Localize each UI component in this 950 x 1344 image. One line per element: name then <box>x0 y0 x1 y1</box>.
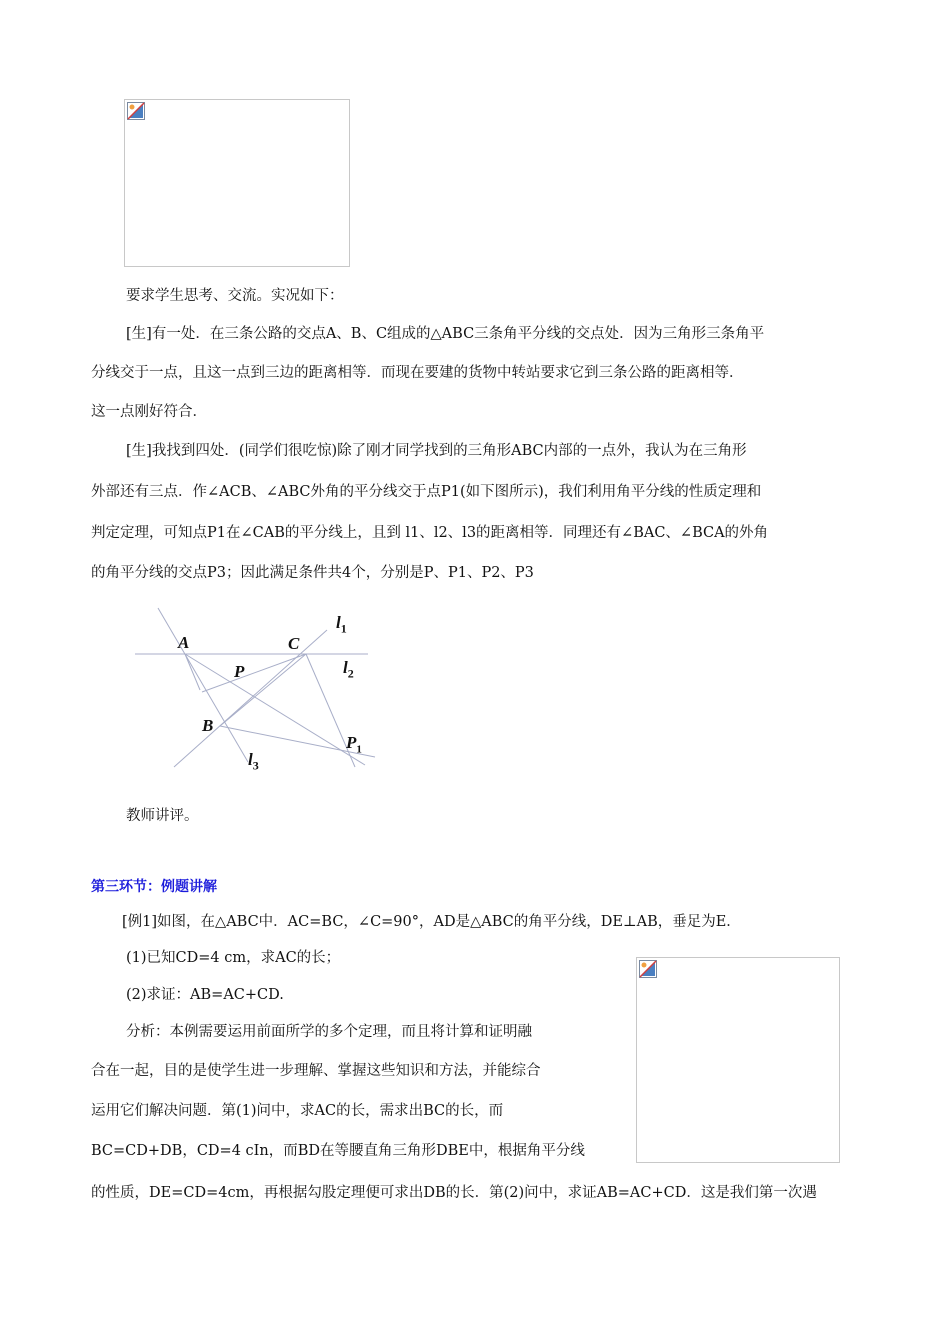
section-heading: 第三环节：例题讲解 <box>91 879 217 895</box>
line-a-to-p1 <box>185 654 365 765</box>
question-2: (2)求证：AB=AC+CD. <box>126 987 284 1003</box>
analysis-line-3: 运用它们解决问题．第(1)问中，求AC的长，需求出BC的长，而 <box>91 1103 504 1119</box>
broken-image-icon <box>127 102 145 120</box>
label-l2: $l_2$ <box>343 658 354 681</box>
image-placeholder-top <box>124 99 350 267</box>
label-C: C <box>288 634 300 653</box>
label-A: A <box>178 633 190 652</box>
paragraph-2-line-1: [生]有一处．在三条公路的交点A、B、C组成的△ABC三条角平分线的交点处．因为三角形三条角平 <box>126 326 765 342</box>
paragraph-2-line-2: 分线交于一点，且这一点到三边的距离相等．而现在要建的货物中转站要求它到三条公路的距离相等． <box>91 365 744 381</box>
paragraph-3-line-1: [生]我找到四处．(同学们很吃惊)除了刚才同学找到的三角形ABC内部的一点外，我认为在三角形 <box>126 443 747 459</box>
label-P1: $P_1$ <box>346 733 362 756</box>
paragraph-1: 要求学生思考、交流。实况如下： <box>126 288 344 304</box>
line-a-to-p <box>185 654 200 690</box>
analysis-line-5: 的性质，DE=CD=4cm，再根据勾股定理便可求出DB的长．第(2)问中，求证AB=AC+CD．这是我们第一次遇 <box>91 1185 817 1201</box>
analysis-line-2: 合在一起，目的是使学生进一步理解、掌握这些知识和方法，并能综合 <box>91 1063 541 1079</box>
line-l1 <box>174 630 327 767</box>
label-l3: $l_3$ <box>248 750 259 773</box>
line-c-to-p <box>202 654 306 692</box>
analysis-line-1: 分析：本例需要运用前面所学的多个定理，而且将计算和证明融 <box>126 1024 532 1040</box>
label-B: B <box>202 716 214 735</box>
label-l1: $l_1$ <box>336 613 347 636</box>
broken-image-icon <box>639 960 657 978</box>
paragraph-3-line-4: 的角平分线的交点P3；因此满足条件共4个，分别是P、P1、P2、P3 <box>91 565 534 581</box>
paragraph-3-line-3: 判定定理，可知点P1在∠CAB的平分线上，且到 l1、l2、l3的距离相等．同理还有∠BAC、∠BCA的外角 <box>91 525 769 541</box>
example-1: [例1]如图，在△ABC中．AC=BC，∠C=90°，AD是△ABC的角平分线，DE⊥AB，垂足为E． <box>122 914 741 930</box>
paragraph-2-line-3: 这一点刚好符合． <box>91 404 207 420</box>
analysis-line-4: BC=CD+DB，CD=4 cIn，而BD在等腰直角三角形DBE中，根据角平分线 <box>91 1143 585 1159</box>
label-P: P <box>234 662 245 681</box>
image-placeholder-example <box>636 957 840 1163</box>
paragraph-3-line-2: 外部还有三点．作∠ACB、∠ABC外角的平分线交于点P1(如下图所示)，我们利用角平分线的性质定理和 <box>91 484 762 500</box>
teacher-comment: 教师讲评。 <box>126 808 199 824</box>
line-b-to-c <box>220 654 306 726</box>
question-1: (1)已知CD=4 cm，求AC的长； <box>126 950 341 966</box>
